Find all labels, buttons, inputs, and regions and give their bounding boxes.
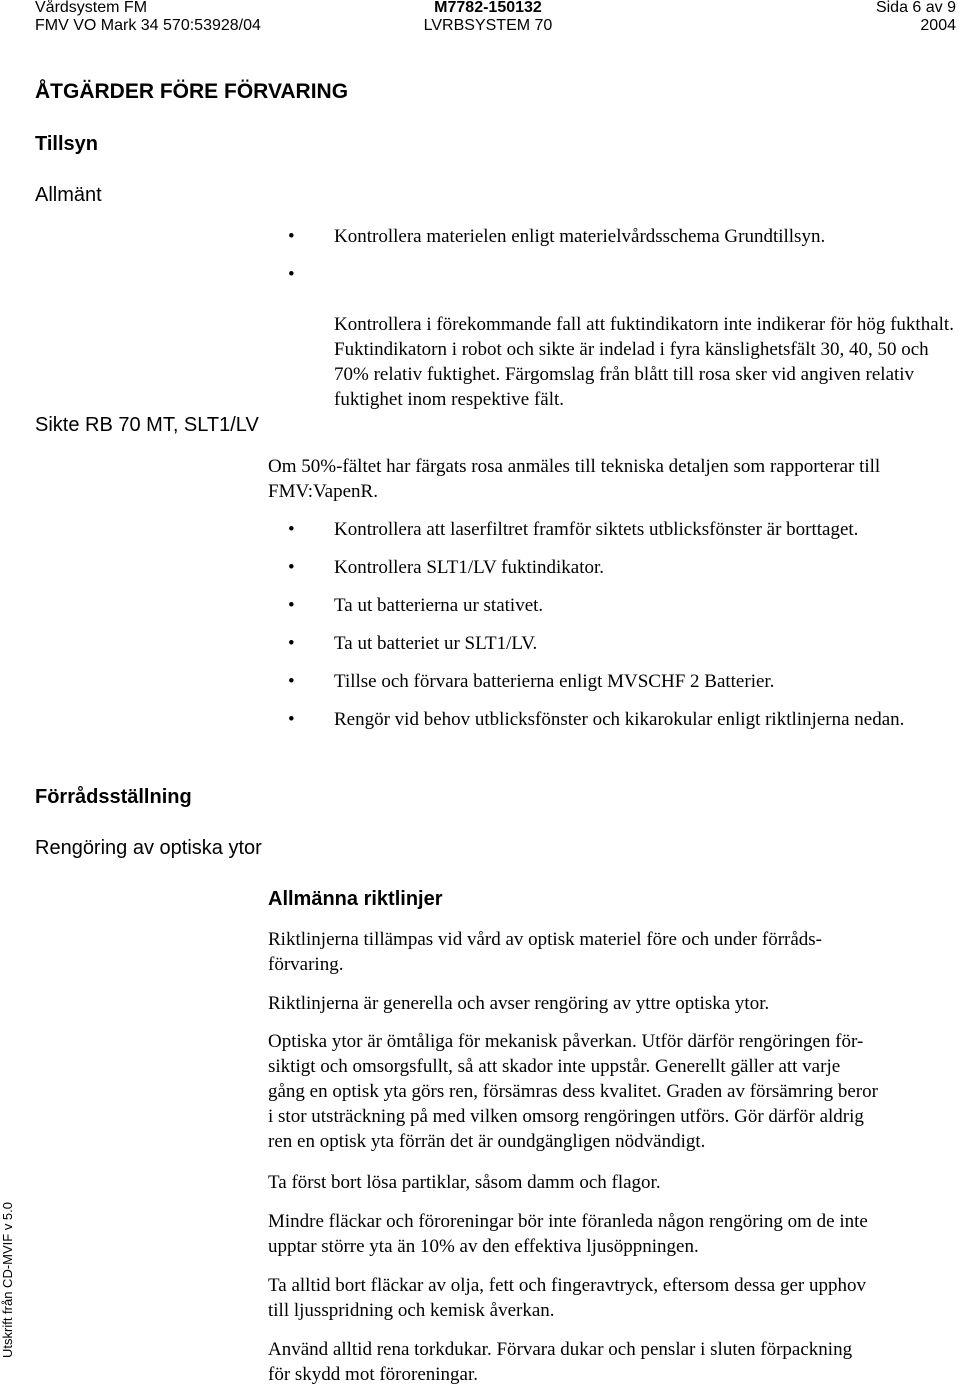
list-item xyxy=(268,669,958,694)
section-heading-rengoring: Rengöring av optiska ytor xyxy=(35,837,262,859)
list-item xyxy=(268,707,958,732)
guideline-paragraph-5: Mindre fläckar och föroreningar bör inte föranleda någon rengöring om de inte upptar större yta än 10% av den effektiva ljusöppningen. xyxy=(268,1211,868,1257)
list-item-text: Kontrollera att laserfiltret framför siktets utblicksfönster är borttaget. xyxy=(334,519,859,540)
bullet-icon: • xyxy=(288,557,295,578)
list-item-text: Tillse och förvara batterierna enligt MVSCHF 2 Batterier. xyxy=(334,671,775,692)
header-page-number: Sida 6 av 9 xyxy=(875,0,956,16)
list-item xyxy=(268,593,958,618)
sikte-bullet-list xyxy=(268,517,958,732)
header-left-line1: Vårdsystem FM xyxy=(35,0,148,16)
guideline-paragraph-3: Optiska ytor är ömtåliga för mekanisk påverkan. Utför därför rengöringen för- siktigt och omsorgsfullt, så att skador inte uppstår. Generellt gäller att varje gång en optisk yta görs ren, försämras dess kvalitet. Graden av försämring beror i stor utsträckning på med vilken omsorg rengöringen utförs. Gör därför aldrig ren en optisk yta förrän det är oundgängligen nödvändigt. xyxy=(268,1031,878,1152)
allmant-bullet-list xyxy=(268,224,958,412)
bullet-icon: • xyxy=(288,519,295,540)
bullet-icon: • xyxy=(288,226,295,247)
print-source-note: Utskrift från CD-MVIF v 5.0 xyxy=(0,1201,15,1359)
section-heading-sikte: Sikte RB 70 MT, SLT1/LV xyxy=(35,414,259,436)
header-system-name: LVRBSYSTEM 70 xyxy=(423,17,553,34)
general-guidelines-heading: Allmänna riktlinjer xyxy=(268,888,443,910)
list-item xyxy=(268,555,958,580)
list-item xyxy=(268,517,958,542)
list-item-text: Kontrollera i förekommande fall att fuktindikatorn inte indikerar för hög fukthalt. Fuktindikatorn i robot och sikte är indelad i fyra känslighetsfält 30, 40, 50 och 70% relativ fuktighet. Färgomslag från blått till rosa sker vid angiven relativ fuktighet inom respektive fält. xyxy=(334,314,954,410)
section-heading-tillsyn: Tillsyn xyxy=(35,133,98,155)
bullet-icon: • xyxy=(288,595,295,616)
guideline-paragraph-7: Använd alltid rena torkdukar. Förvara dukar och penslar i sluten förpackning för skydd mot föroreningar. xyxy=(268,1339,853,1385)
list-item-text: Kontrollera SLT1/LV fuktindikator. xyxy=(334,557,605,578)
list-item xyxy=(268,631,958,656)
section-heading-allmant: Allmänt xyxy=(35,184,102,206)
bullet-icon: • xyxy=(288,671,295,692)
guideline-paragraph-1: Riktlinjerna tillämpas vid vård av optisk materiel före och under förråds- förvaring. xyxy=(268,929,822,975)
guideline-paragraph-6: Ta alltid bort fläckar av olja, fett och fingeravtryck, eftersom dessa ger upphov till ljusspridning och kemisk åverkan. xyxy=(268,1275,866,1321)
bullet-icon: • xyxy=(288,264,295,285)
list-item-text: Ta ut batteriet ur SLT1/LV. xyxy=(334,633,538,654)
list-item xyxy=(268,224,958,249)
sikte-paragraph: Om 50%-fältet har färgats rosa anmäles till tekniska detaljen som rapporterar till FMV:VapenR. xyxy=(268,456,881,502)
section-heading-forradsstallning: Förrådsställning xyxy=(35,786,192,808)
bullet-icon: • xyxy=(288,633,295,654)
list-item-text: Ta ut batterierna ur stativet. xyxy=(334,595,544,616)
list-item-text: Kontrollera materielen enligt materielvårdsschema Grundtillsyn. xyxy=(334,226,826,247)
guideline-paragraph-4: Ta först bort lösa partiklar, såsom damm och flagor. xyxy=(268,1172,661,1193)
guideline-paragraph-2: Riktlinjerna är generella och avser rengöring av yttre optiska ytor. xyxy=(268,993,770,1014)
header-year: 2004 xyxy=(920,17,956,34)
bullet-icon: • xyxy=(288,709,295,730)
list-item-text: Rengör vid behov utblicksfönster och kikarokular enligt riktlinjerna nedan. xyxy=(334,709,905,730)
page-title: ÅTGÄRDER FÖRE FÖRVARING xyxy=(35,80,349,103)
list-item xyxy=(268,262,958,412)
header-document-number: M7782-150132 xyxy=(434,0,542,16)
header-left-line2: FMV VO Mark 34 570:53928/04 xyxy=(35,17,261,34)
